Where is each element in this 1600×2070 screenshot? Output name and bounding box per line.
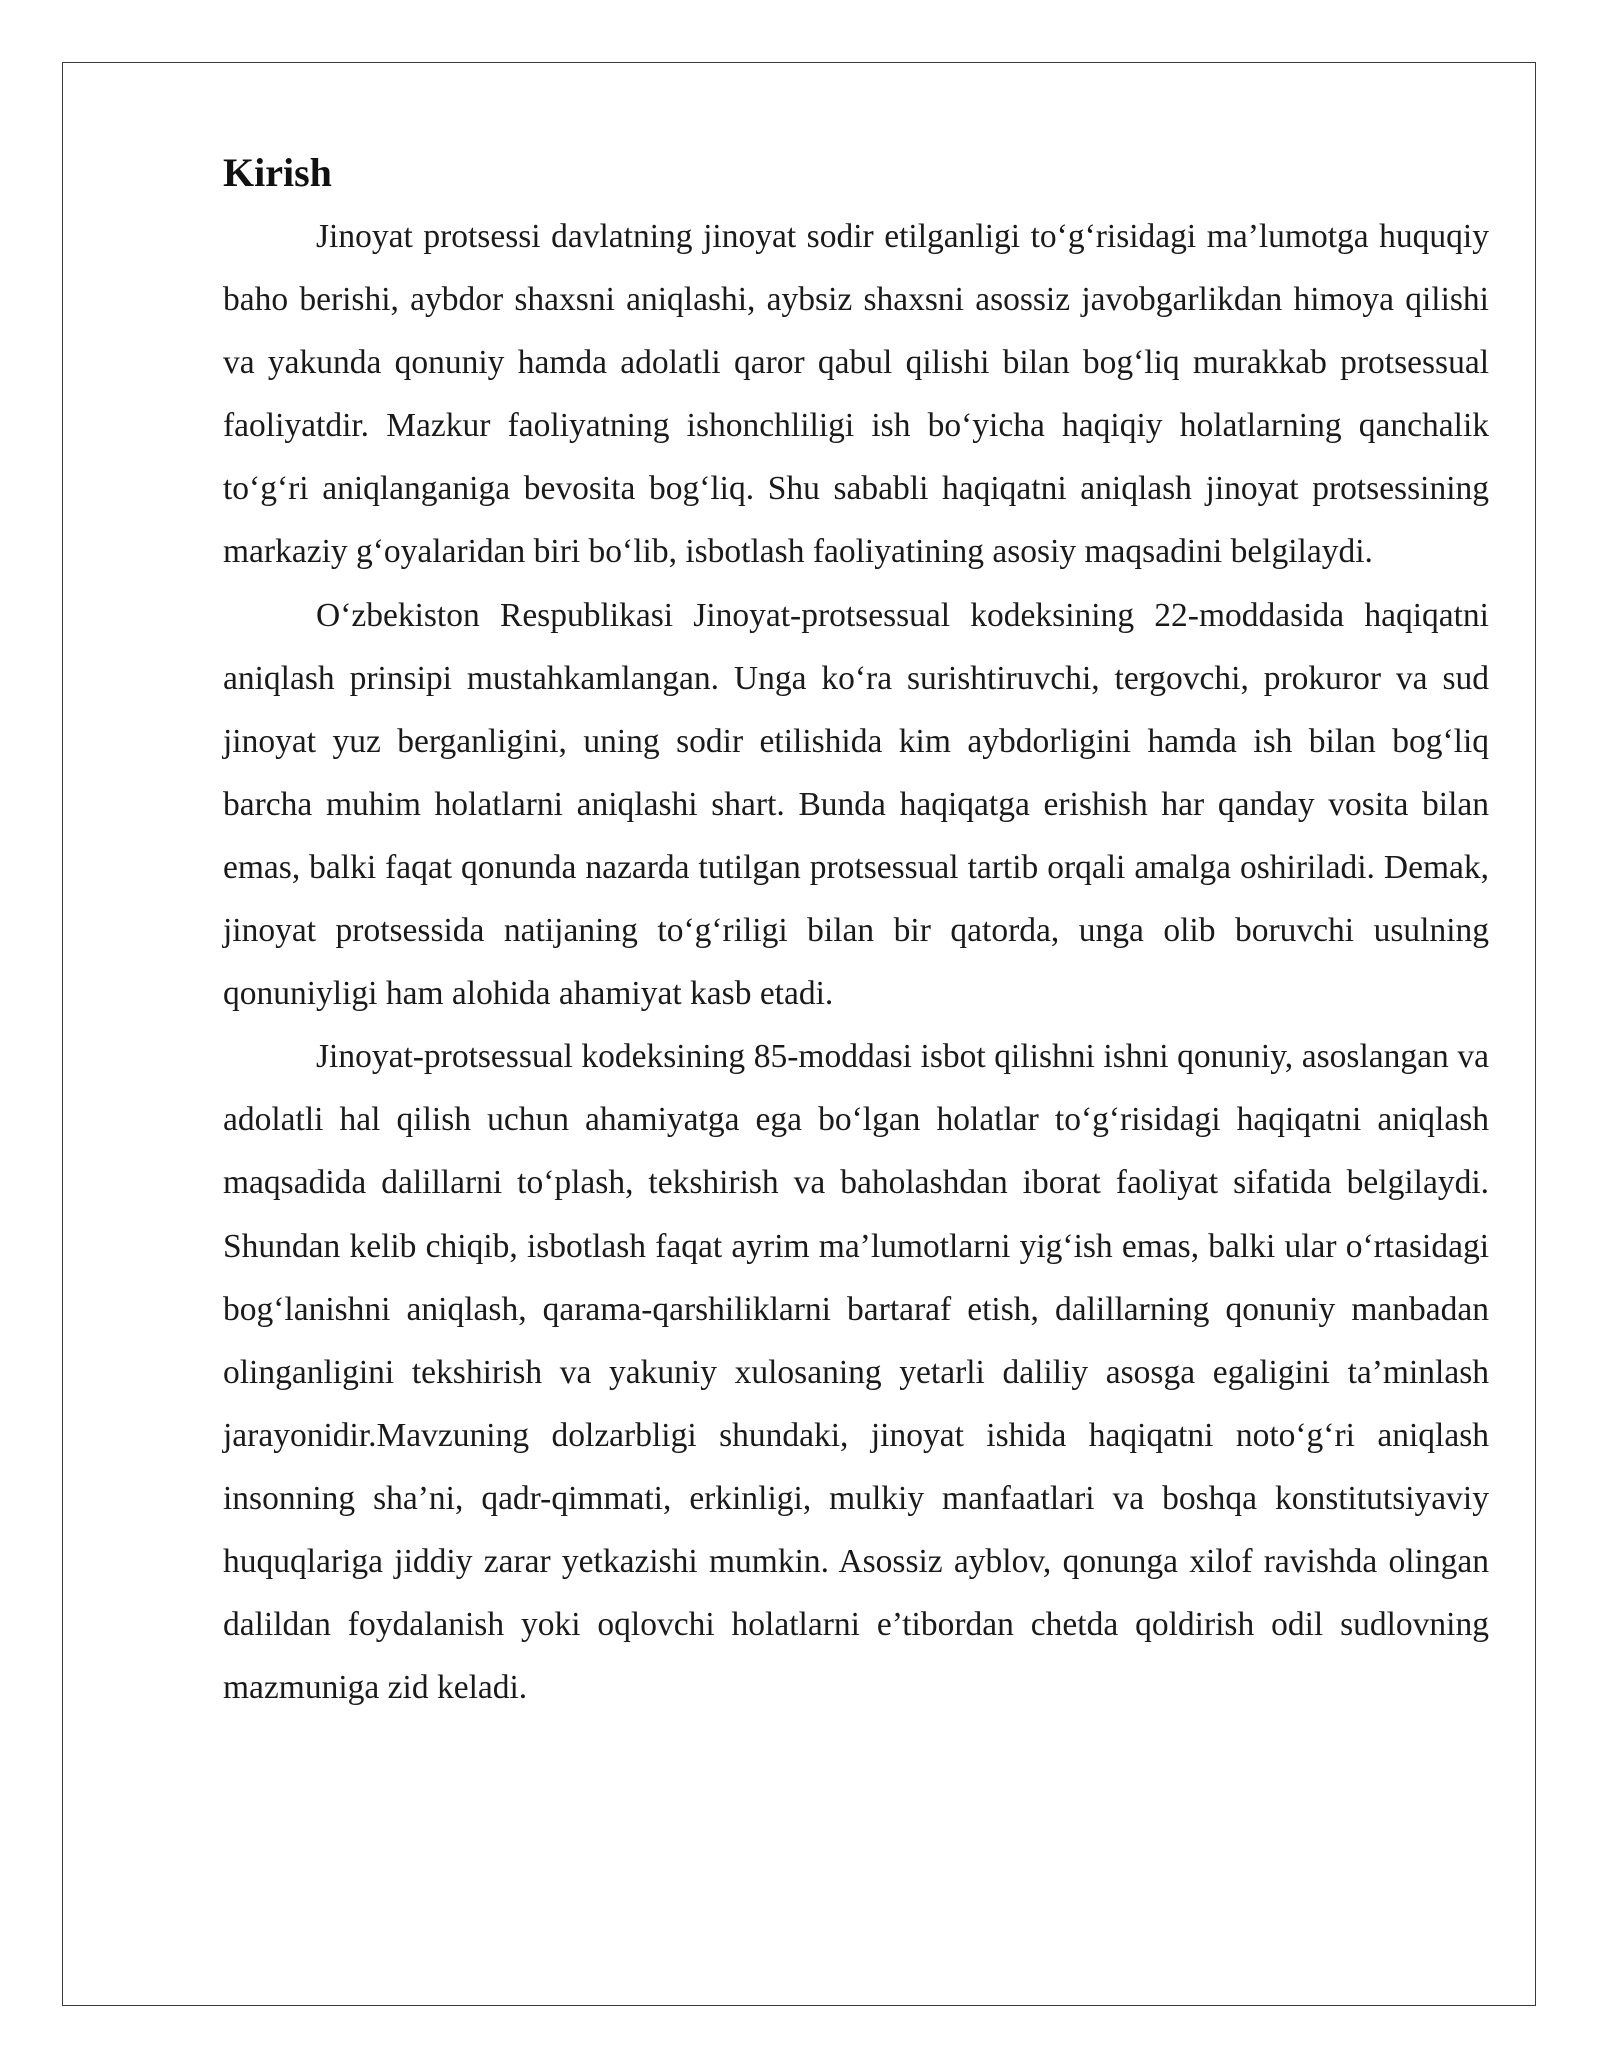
- paragraph-1: Jinoyat protsessi davlatning jinoyat sodir etilganligi to‘g‘risidagi ma’lumotga huquqiy baho berishi, aybdor shaxsni aniqlashi, aybsiz shaxsni asossiz javobgarlikdan himoya qilishi va yakunda qonuniy hamda adolatli qaror qabul qilishi bilan bog‘liq murakkab protsessual faoliyatdir. Mazkur faoliyatning ishonchliligi ish bo‘yicha haqiqiy holatlarning qanchalik to‘g‘ri aniqlanganiga bevosita bog‘liq. Shu sababli haqiqatni aniqlash jinoyat protsessining markaziy g‘oyalaridan biri bo‘lib, isbotlash faoliyatining asosiy maqsadini belgilaydi.: [223, 218, 1489, 571]
- paragraph-3: Jinoyat-protsessual kodeksining 85-moddasi isbot qilishni ishni qonuniy, asoslangan va adolatli hal qilish uchun ahamiyatga ega bo‘lgan holatlar to‘g‘risidagi haqiqatni aniqlash maqsadida dalillarni to‘plash, tekshirish va baholashdan iborat faoliyat sifatida belgilaydi. Shundan kelib chiqib, isbotlash faqat ayrim ma’lumotlarni yig‘ish emas, balki ular o‘rtasidagi bog‘lanishni aniqlash, qarama-qarshiliklarni bartaraf etish, dalillarning qonuniy manbadan olinganligini tekshirish va yakuniy xulosaning yetarli daliliy asosga egaligini ta’minlash jarayonidir.Mavzuning dolzarbligi shundaki, jinoyat ishida haqiqatni noto‘g‘ri aniqlash insonning sha’ni, qadr-qimmati, erkinligi, mulkiy manfaatlari va boshqa konstitutsiyaviy huquqlariga jiddiy zarar yetkazishi mumkin. Asossiz ayblov, qonunga xilof ravishda olingan dalildan foydalanish yoki oqlovchi holatlarni e’tibordan chetda qoldirish odil sudlovning mazmuniga zid keladi.: [223, 1038, 1489, 1707]
- document-body: [223, 145, 1489, 1719]
- section-heading: Kirish: [223, 150, 332, 195]
- paragraph-2: O‘zbekiston Respublikasi Jinoyat-protsessual kodeksining 22-moddasida haqiqatni aniqlash prinsipi mustahkamlangan. Unga ko‘ra surishtiruvchi, tergovchi, prokuror va sud jinoyat yuz berganligini, uning sodir etilishida kim aybdorligini hamda ish bilan bog‘liq barcha muhim holatlarni aniqlashi shart. Bunda haqiqatga erishish har qanday vosita bilan emas, balki faqat qonunda nazarda tutilgan protsessual tartib orqali amalga oshiriladi. Demak, jinoyat protsessida natijaning to‘g‘riligi bilan bir qatorda, unga olib boruvchi usulning qonuniyligi ham alohida ahamiyat kasb etadi.: [223, 596, 1489, 1013]
